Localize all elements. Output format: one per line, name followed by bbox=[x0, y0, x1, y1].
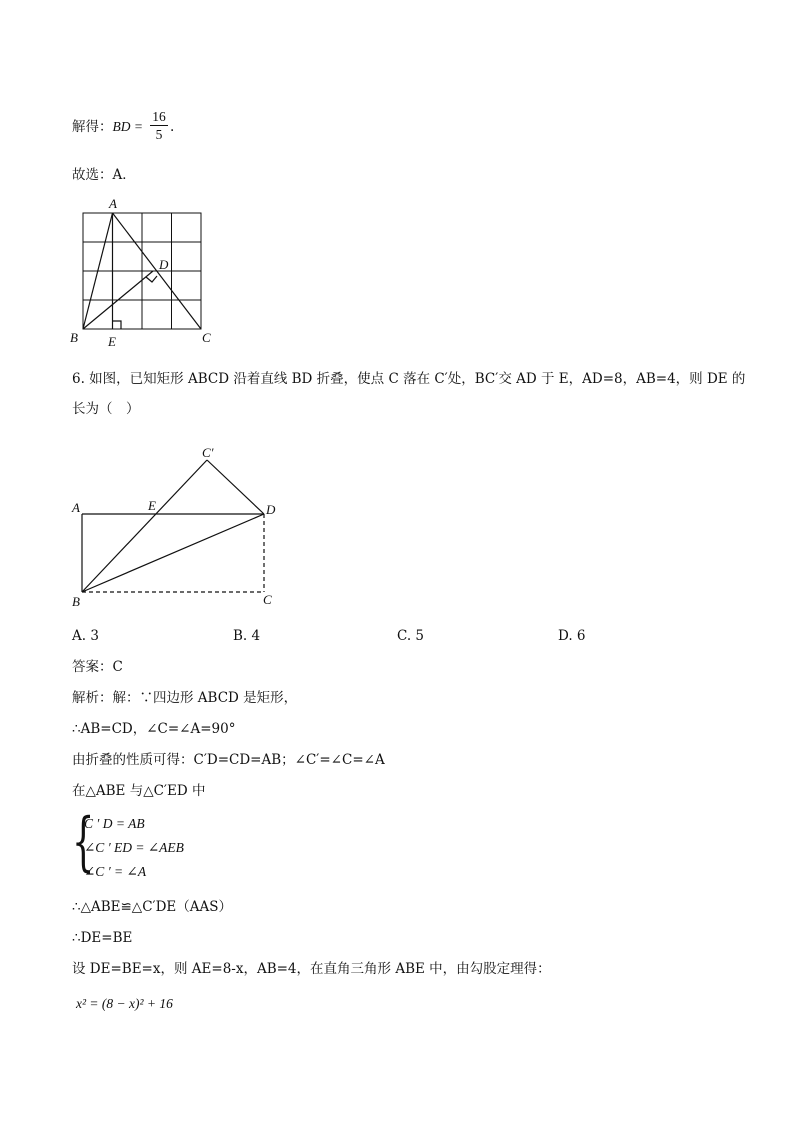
grid-lines bbox=[83, 213, 201, 329]
right-angle-E bbox=[113, 321, 122, 329]
analysis-line-6: ∴DE=BE bbox=[72, 930, 133, 946]
option-a: A. 3 bbox=[72, 628, 99, 644]
segment-BD bbox=[82, 514, 264, 592]
analysis-line-5: ∴△ABE≌△C′DE（AAS） bbox=[72, 899, 233, 915]
segment-CprimeD bbox=[207, 460, 264, 514]
option-d: D. 6 bbox=[558, 628, 586, 644]
label-B: B bbox=[70, 330, 78, 345]
fraction-numerator: 16 bbox=[152, 109, 166, 124]
option-c: C. 5 bbox=[397, 628, 425, 644]
fraction-period: . bbox=[170, 119, 175, 135]
answer-line: 答案：C bbox=[72, 659, 123, 675]
system-brace: { bbox=[72, 805, 95, 879]
label-A: A bbox=[109, 196, 117, 211]
label-E: E bbox=[148, 498, 156, 513]
analysis-line-4: 在△ABE 与△C′ED 中 bbox=[72, 783, 206, 799]
label-D: D bbox=[159, 257, 169, 272]
solve-line bbox=[72, 118, 143, 136]
q6-stem-line1: 6. 如图，已知矩形 ABCD 沿着直线 BD 折叠，使点 C 落在 C′处，BC′交 AD 于 E，AD=8，AB=4，则 DE 的 bbox=[72, 371, 746, 387]
analysis-line-3: 由折叠的性质可得：C′D=CD=AB；∠C′=∠C=∠A bbox=[72, 752, 385, 768]
system-eq-3: ∠C ′ = ∠A bbox=[84, 864, 147, 879]
q6-stem-line2: 长为（ ） bbox=[72, 401, 140, 417]
fold-rectangle-figure bbox=[66, 440, 286, 615]
pythagoras-equation: x² = (8 − x)² + 16 bbox=[76, 996, 173, 1011]
label-C: C bbox=[263, 592, 272, 607]
system-eq-1: C ′ D = AB bbox=[84, 816, 145, 831]
analysis-line-2: ∴AB=CD，∠C=∠A=90° bbox=[72, 721, 236, 737]
solve-expr: BD = bbox=[112, 119, 143, 134]
right-angle-D bbox=[146, 276, 157, 282]
label-A: A bbox=[72, 500, 80, 515]
label-Cprime: C′ bbox=[202, 445, 214, 460]
label-E: E bbox=[108, 334, 116, 349]
fraction-16-5 bbox=[150, 109, 168, 142]
label-B: B bbox=[72, 594, 80, 609]
solve-prefix: 解得： bbox=[72, 119, 113, 135]
label-C: C bbox=[202, 330, 211, 345]
fraction-denominator: 5 bbox=[155, 127, 163, 142]
grid-triangle-figure bbox=[66, 196, 226, 352]
segment-BCprime bbox=[82, 460, 207, 592]
analysis-line-1: 解析：解：∵四边形 ABCD 是矩形， bbox=[72, 690, 298, 706]
label-D: D bbox=[266, 502, 276, 517]
choose-line: 故选：A． bbox=[72, 167, 136, 183]
fraction-bar bbox=[150, 125, 168, 126]
analysis-line-7: 设 DE=BE=x，则 AE=8-x，AB=4，在直角三角形 ABE 中，由勾股定理得： bbox=[72, 961, 551, 977]
option-b: B. 4 bbox=[233, 628, 261, 644]
system-eq-2: ∠C ′ ED = ∠AEB bbox=[84, 840, 184, 855]
